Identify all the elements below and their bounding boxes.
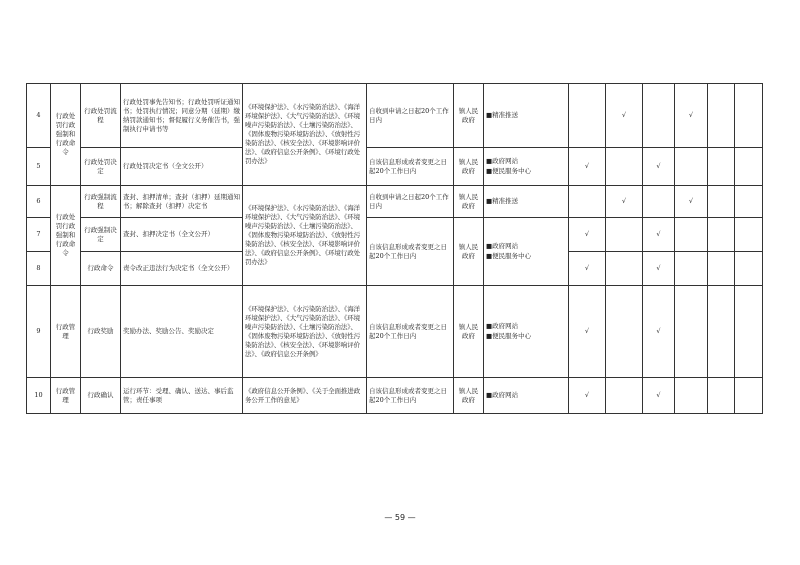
check-cell: √ (643, 378, 675, 414)
subject-cell: 镇人民政府 (454, 84, 484, 148)
empty-cell (735, 84, 763, 148)
disclosure-table (26, 83, 763, 414)
row-number: 8 (27, 252, 51, 286)
table-row (27, 218, 763, 252)
category-cell: 行政管理 (51, 378, 81, 414)
check-cell (606, 252, 643, 286)
empty-cell (708, 186, 735, 218)
subject-cell: 镇人民政府 (454, 286, 484, 378)
legal-basis-cell: 《政府信息公开条例》、《关于全面推进政务公开工作的意见》 (243, 378, 367, 414)
category-cell: 行政处罚行政强制和行政命令 (51, 84, 81, 186)
category-cell: 行政管理 (51, 286, 81, 378)
time-limit-cell: 自该信息形成或者变更之日起20个工作日内 (367, 286, 454, 378)
time-limit-cell: 自该信息形成或者变更之日起20个工作日内 (367, 148, 454, 186)
check-cell: √ (643, 218, 675, 252)
row-number: 10 (27, 378, 51, 414)
channel-website: ■政府网站 (486, 322, 519, 330)
channel-cell (484, 286, 569, 378)
check-cell: √ (569, 148, 606, 186)
check-cell (675, 252, 708, 286)
check-cell: √ (606, 186, 643, 218)
subject-cell: 镇人民政府 (454, 186, 484, 218)
time-limit-cell: 自该信息形成或者变更之日起20个工作日内 (367, 218, 454, 286)
check-cell (675, 218, 708, 252)
time-limit-cell: 自收到申请之日起20个工作日内 (367, 186, 454, 218)
check-cell (606, 218, 643, 252)
page-number: — 59 — (384, 513, 416, 522)
check-cell (606, 378, 643, 414)
empty-cell (735, 186, 763, 218)
empty-cell (708, 218, 735, 252)
row-number: 9 (27, 286, 51, 378)
channel-cell (484, 148, 569, 186)
empty-cell (708, 286, 735, 378)
time-limit-cell: 自收到申请之日起20个工作日内 (367, 84, 454, 148)
item-cell: 行政奖励 (81, 286, 121, 378)
check-cell: √ (675, 84, 708, 148)
empty-cell (708, 148, 735, 186)
table-row (27, 186, 763, 218)
content-cell: 查封、扣押清单；查封（扣押）延期通知书；解除查封（扣押）决定书 (121, 186, 243, 218)
channel-service-center: ■便民服务中心 (486, 332, 532, 340)
check-cell: √ (643, 252, 675, 286)
category-cell: 行政处罚行政强制和行政命令 (51, 186, 81, 286)
check-cell (569, 186, 606, 218)
check-cell: √ (569, 378, 606, 414)
empty-cell (735, 252, 763, 286)
subject-cell: 镇人民政府 (454, 218, 484, 286)
legal-basis-cell: 《环境保护法》、《水污染防治法》、《海洋环境保护法》、《大气污染防治法》、《环境噪声污染防治法》、《土壤污染防治法》、《固体废物污染环境防治法》、《放射性污染防治法》、《核安全法》、《环境影响评价法》、《政府信息公开条例》、《环境行政处罚办法》 (243, 186, 367, 286)
time-limit-cell: 自该信息形成或者变更之日起20个工作日内 (367, 378, 454, 414)
channel-website: ■政府网站 (486, 157, 519, 165)
check-cell (675, 378, 708, 414)
row-number: 4 (27, 84, 51, 148)
check-cell (606, 148, 643, 186)
check-cell (675, 286, 708, 378)
check-cell (569, 84, 606, 148)
check-cell: √ (569, 286, 606, 378)
content-cell: 奖励办法、奖励公告、奖励决定 (121, 286, 243, 378)
content-cell: 行政处罚事先告知书；行政处罚听证通知书；处罚执行情况；同意分期（延期）缴纳罚款通知书；督促履行义务催告书，强制执行申请书等 (121, 84, 243, 148)
legal-basis-cell: 《环境保护法》、《水污染防治法》、《海洋环境保护法》、《大气污染防治法》、《环境噪声污染防治法》、《土壤污染防治法》、《固体废物污染环境防治法》、《放射性污染防治法》、《核安全法》、《环境影响评价法》、《政府信息公开条例》 (243, 286, 367, 378)
content-cell: 运行环节：受理、确认、送达、事后监管；责任事项 (121, 378, 243, 414)
channel-cell: ■精准推送 (484, 186, 569, 218)
check-cell: √ (569, 252, 606, 286)
channel-cell: ■政府网站 (484, 378, 569, 414)
subject-cell: 镇人民政府 (454, 148, 484, 186)
row-number: 5 (27, 148, 51, 186)
channel-cell: ■精准推送 (484, 84, 569, 148)
check-cell: √ (643, 148, 675, 186)
check-cell: √ (606, 84, 643, 148)
check-cell: √ (643, 286, 675, 378)
empty-cell (708, 378, 735, 414)
check-cell (606, 286, 643, 378)
check-cell (643, 186, 675, 218)
empty-cell (735, 286, 763, 378)
item-cell: 行政命令 (81, 252, 121, 286)
item-cell: 行政强制流程 (81, 186, 121, 218)
table-row (27, 84, 763, 148)
item-cell: 行政处罚决定 (81, 148, 121, 186)
empty-cell (735, 218, 763, 252)
content-cell: 查封、扣押决定书（全文公开） (121, 218, 243, 252)
check-cell: √ (675, 186, 708, 218)
empty-cell (708, 84, 735, 148)
channel-service-center: ■便民服务中心 (486, 252, 532, 260)
check-cell: √ (569, 218, 606, 252)
row-number: 6 (27, 186, 51, 218)
subject-cell: 镇人民政府 (454, 378, 484, 414)
channel-website: ■政府网站 (486, 242, 519, 250)
check-cell (675, 148, 708, 186)
table-row (27, 378, 763, 414)
check-cell (643, 84, 675, 148)
row-number: 7 (27, 218, 51, 252)
item-cell: 行政强制决定 (81, 218, 121, 252)
item-cell: 行政处罚流程 (81, 84, 121, 148)
content-cell: 责令改正违法行为决定书（全文公开） (121, 252, 243, 286)
empty-cell (735, 148, 763, 186)
legal-basis-cell: 《环境保护法》、《水污染防治法》、《海洋环境保护法》、《大气污染防治法》、《环境噪声污染防治法》、《土壤污染防治法》、《固体废物污染环境防治法》、《放射性污染防治法》、《核安全法》、《环境影响评价法》、《政府信息公开条例》、《环境行政处罚办法》 (243, 84, 367, 186)
empty-cell (708, 252, 735, 286)
channel-cell (484, 218, 569, 286)
channel-service-center: ■便民服务中心 (486, 167, 532, 175)
empty-cell (735, 378, 763, 414)
table-row (27, 148, 763, 186)
item-cell: 行政确认 (81, 378, 121, 414)
table-row (27, 286, 763, 378)
content-cell: 行政处罚决定书（全文公开） (121, 148, 243, 186)
